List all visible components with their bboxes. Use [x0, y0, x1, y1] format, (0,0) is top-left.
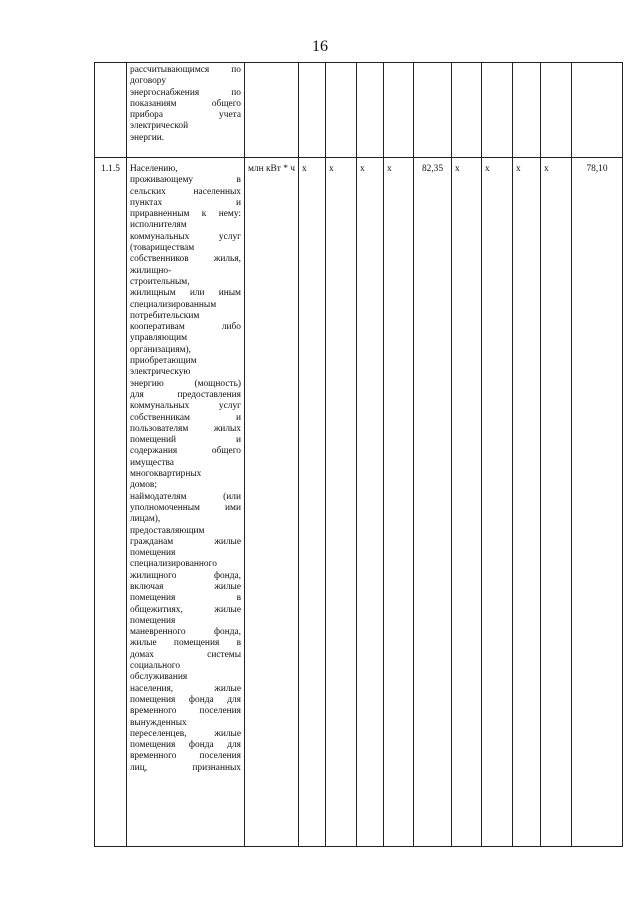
description-line: помещения [130, 615, 176, 626]
cell-number [95, 63, 127, 158]
description-line: обслуживания [130, 672, 188, 683]
cell-value: х [299, 158, 326, 847]
description-line: энергоснабжения по [130, 87, 241, 98]
cell-value: х [513, 158, 541, 847]
cell-value: 82,35 [414, 158, 452, 847]
description-line: специализированным [130, 299, 217, 310]
table-row [95, 158, 623, 847]
cell-value: х [482, 158, 513, 847]
description-line: социального [130, 661, 181, 672]
description-line: кооперативам либо [130, 322, 241, 333]
description-line: помещения фонда для [130, 694, 241, 705]
cell-value [513, 63, 541, 158]
description-line: показаниям общего [130, 98, 241, 109]
description-line: коммунальных услуг [130, 231, 241, 242]
description-line: маневренного фонда, [130, 627, 241, 638]
description-line: электрической [130, 121, 189, 132]
cell-value: 78,10 [572, 158, 623, 847]
cell-value: х [384, 158, 414, 847]
description-line: помещения в [130, 593, 241, 604]
description-line: приравненным к нему: [130, 209, 241, 220]
description-line: уполномоченным ими [130, 502, 241, 513]
description-line: включая жилые [130, 581, 241, 592]
description-line: коммунальных услуг [130, 401, 241, 412]
description-line: домов; [130, 480, 157, 491]
cell-value: х [326, 158, 357, 847]
description-line: лицам), [130, 514, 161, 525]
cell-description [127, 63, 245, 158]
description-line: помещений и [130, 435, 241, 446]
table-row [95, 63, 623, 158]
description-line: гражданам жилые [130, 536, 241, 547]
description-line: специализированного [130, 559, 217, 570]
description-line: жилые помещения в [130, 638, 241, 649]
description-line: многоквартирных [130, 469, 202, 480]
cell-value: х [452, 158, 482, 847]
description-line: организациям), [130, 344, 192, 355]
description-line: помещения [130, 548, 176, 559]
description-line: имущества [130, 457, 174, 468]
description-line: общежитиях, жилые [130, 604, 241, 615]
description-line: жилищного фонда, [130, 570, 241, 581]
cell-value [452, 63, 482, 158]
description-line: электрическую [130, 367, 191, 378]
cell-value [541, 63, 572, 158]
description-line: (товариществам [130, 243, 195, 254]
description-line: энергии. [130, 132, 165, 143]
cell-value: х [357, 158, 384, 847]
description-line: временного поселения [130, 706, 241, 717]
description-line: сельских населенных [130, 186, 241, 197]
description-line: собственников жилья, [130, 254, 241, 265]
description-line: вынужденных [130, 717, 187, 728]
cell-number: 1.1.5 [95, 158, 127, 847]
description-line: энергию (мощность) [130, 378, 241, 389]
description-line: лиц, признанных [130, 762, 241, 773]
cell-value [326, 63, 357, 158]
description-line: для предоставления [130, 389, 241, 400]
description-line: Населению, [130, 164, 178, 174]
cell-value [482, 63, 513, 158]
cell-value: х [541, 158, 572, 847]
page-number: 16 [312, 38, 328, 55]
cell-value [572, 63, 623, 158]
cell-description [127, 158, 245, 847]
cell-value [414, 63, 452, 158]
description-line: переселенцев, жилые [130, 728, 241, 739]
description-line: домах системы [130, 649, 241, 660]
description-line: исполнителям [130, 220, 187, 231]
description-line: населения, жилые [130, 683, 241, 694]
description-line: жилищным или иным [130, 288, 241, 299]
description-line: предоставляющим [130, 525, 205, 536]
cell-unit: млн кВт * ч [245, 158, 299, 847]
tariff-table [94, 62, 623, 847]
description-line: прибора учета [130, 110, 241, 121]
description-line: строительным, [130, 276, 190, 287]
cell-value [299, 63, 326, 158]
description-line: содержания общего [130, 446, 241, 457]
description-line: проживающему в [130, 175, 241, 186]
description-line: приобретающим [130, 356, 197, 367]
description-line: пользователям жилых [130, 423, 241, 434]
cell-value [357, 63, 384, 158]
description-line: пунктах и [130, 197, 241, 208]
description-line: управляющим [130, 333, 188, 344]
cell-value [384, 63, 414, 158]
cell-unit [245, 63, 299, 158]
description-line: помещения фонда для [130, 740, 241, 751]
description-line: временного поселения [130, 751, 241, 762]
description-line: потребительским [130, 310, 200, 321]
description-line: собственникам и [130, 412, 241, 423]
description-line: договору [130, 76, 167, 87]
description-line: наймодателям (или [130, 491, 241, 502]
description-line: жилищно- [130, 265, 172, 276]
description-line: рассчитывающимся по [130, 65, 241, 75]
